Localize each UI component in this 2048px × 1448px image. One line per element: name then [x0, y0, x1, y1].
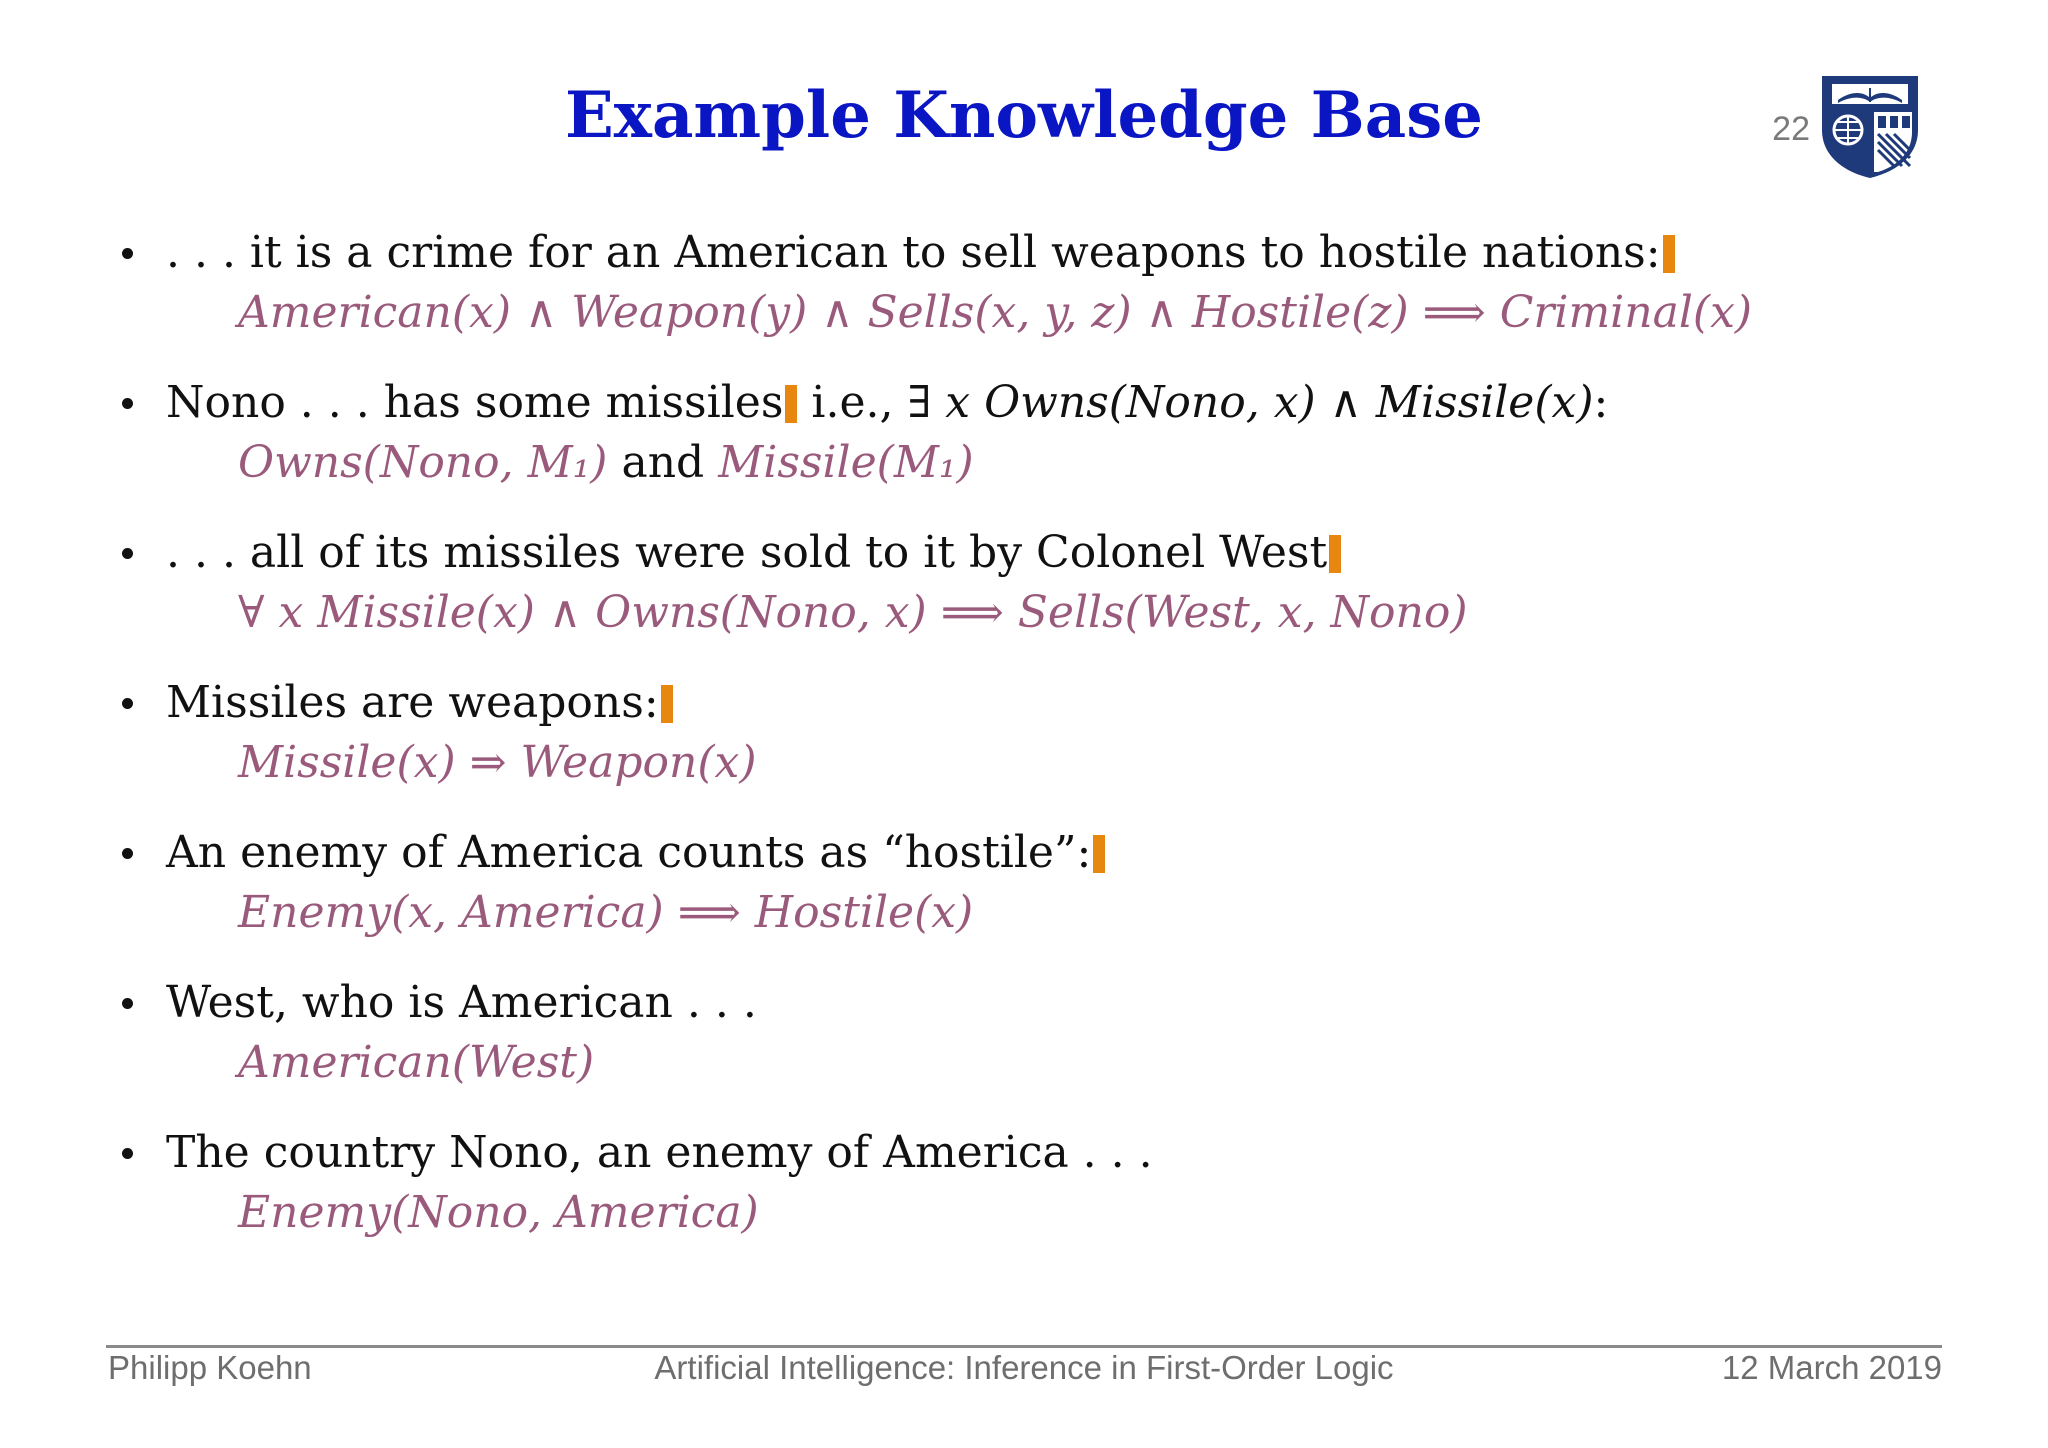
list-item	[118, 672, 1918, 822]
university-shield-logo-icon	[1818, 72, 1922, 180]
slide-number: 22	[1772, 110, 1810, 148]
list-item	[118, 822, 1918, 972]
logic-formula: ∀ x Missile(x) ∧ Owns(Nono, x) ⟹ Sells(West, x, Nono)	[238, 587, 1468, 638]
statement-text: . . . all of its missiles were sold to it by Colonel West	[166, 522, 1341, 584]
orange-marker-icon	[1663, 235, 1675, 273]
bullet-dot	[122, 248, 133, 259]
list-item	[118, 372, 1918, 522]
slide-title: Example Knowledge Base	[565, 78, 1483, 153]
bullet-dot	[122, 1148, 133, 1159]
orange-marker-icon	[661, 685, 673, 723]
logic-formula: American(x) ∧ Weapon(y) ∧ Sells(x, y, z) ∧ Hostile(z) ⟹ Criminal(x)	[238, 287, 1753, 338]
orange-marker-icon	[1093, 835, 1105, 873]
statement-text: Nono . . . has some missiles i.e., ∃ x Owns(Nono, x) ∧ Missile(x):	[166, 377, 1609, 428]
bullet-dot	[122, 398, 133, 409]
orange-marker-icon	[785, 385, 797, 423]
list-item	[118, 522, 1918, 672]
statement-text: The country Nono, an enemy of America . . .	[166, 1127, 1153, 1178]
logic-formula: Enemy(Nono, America)	[238, 1187, 759, 1238]
footer-author: Philipp Koehn	[108, 1349, 312, 1386]
statement-text: An enemy of America counts as “hostile”:	[166, 822, 1105, 884]
footer-course: Artificial Intelligence: Inference in First-Order Logic	[654, 1349, 1394, 1386]
bullet-dot	[122, 548, 133, 559]
inline-formula: ∃ x Owns(Nono, x) ∧ Missile(x)	[907, 377, 1594, 428]
list-item	[118, 1122, 1918, 1272]
orange-marker-icon	[1329, 535, 1341, 573]
bullet-dot	[122, 848, 133, 859]
bullet-dot	[122, 698, 133, 709]
bullet-dot	[122, 998, 133, 1009]
logic-formula: Missile(x) ⇒ Weapon(x)	[238, 737, 757, 788]
statement-text: West, who is American . . .	[166, 977, 757, 1028]
bullet-list	[118, 222, 1918, 1272]
logic-formula: Owns(Nono, M₁) and Missile(M₁)	[238, 437, 974, 488]
statement-text: . . . it is a crime for an American to sell weapons to hostile nations:	[166, 222, 1675, 284]
footer-date: 12 March 2019	[1721, 1349, 1942, 1386]
list-item	[118, 972, 1918, 1122]
logic-formula: Enemy(x, America) ⟹ Hostile(x)	[238, 887, 974, 938]
list-item	[118, 222, 1918, 372]
logic-formula: American(West)	[238, 1037, 595, 1088]
statement-text: Missiles are weapons:	[166, 672, 673, 734]
